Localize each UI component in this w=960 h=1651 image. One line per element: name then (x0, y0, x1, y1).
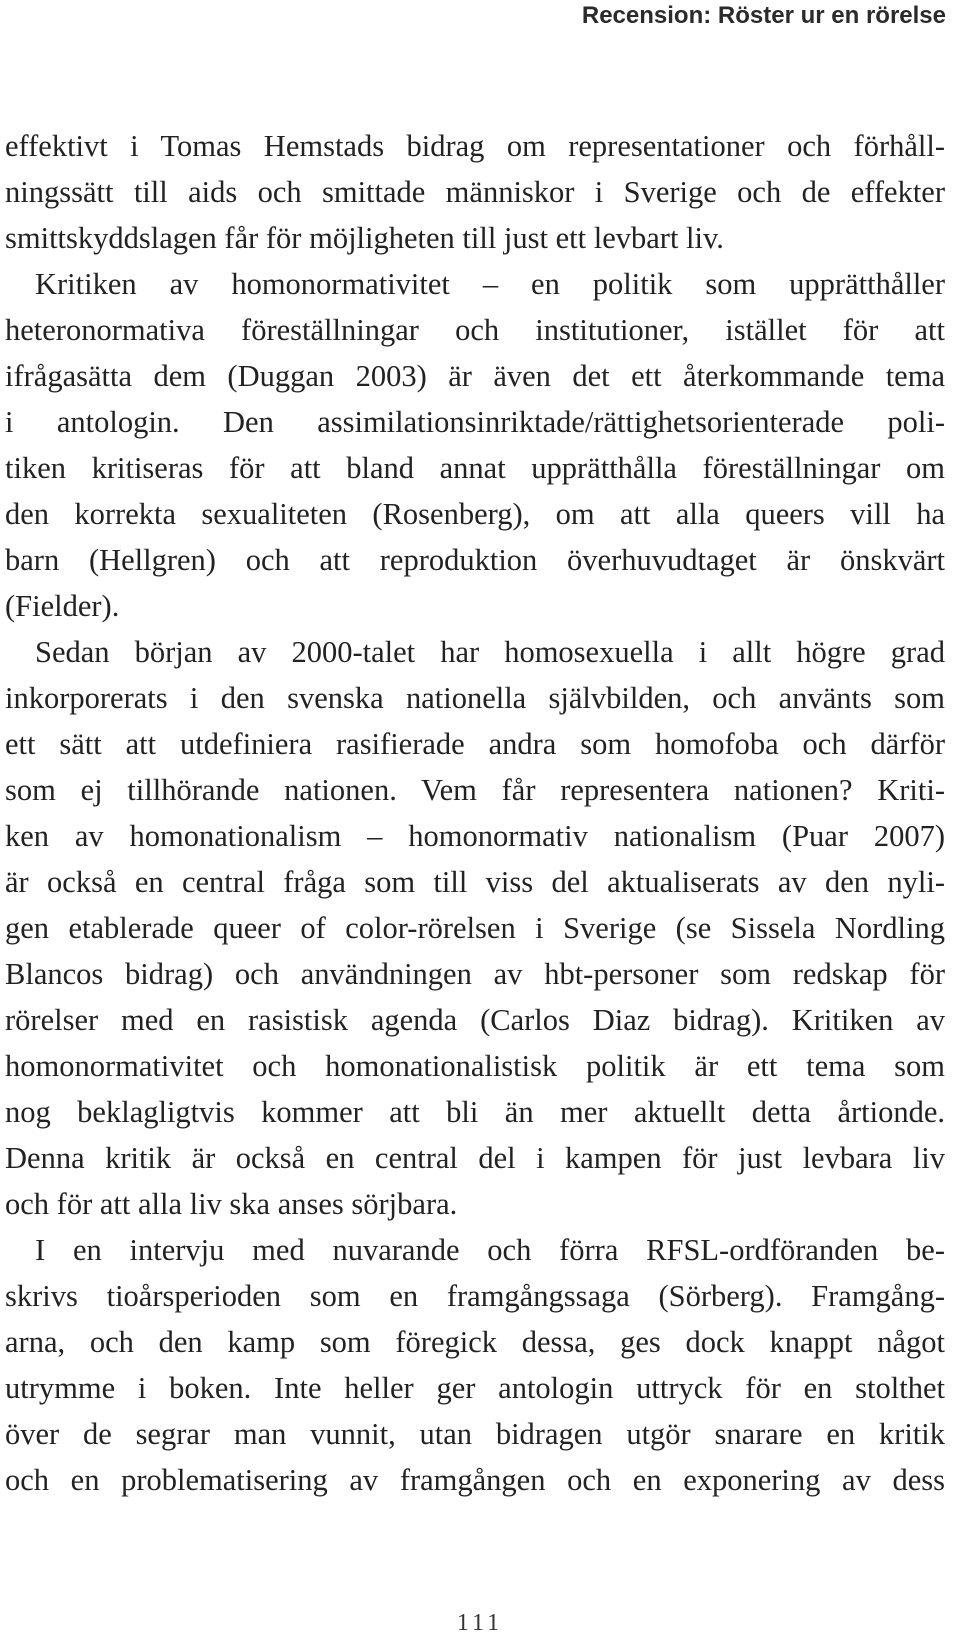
text-line: heteronormativa föreställningar och institutioner, istället för att (5, 313, 945, 347)
text-line: i antologin. Den assimilationsinriktade/rättighetsorienterade poli- (5, 405, 945, 439)
text-line: och för att alla liv ska anses sörjbara. (5, 1187, 458, 1221)
text-line: ett sätt att utdefiniera rasifierade andra som homofoba och därför (5, 727, 945, 761)
text-line: (Fielder). (5, 589, 120, 623)
text-line: gen etablerade queer of color-rörelsen i Sverige (se Sissela Nordling (5, 911, 945, 945)
text-line: och en problematisering av framgången och en exponering av dess (5, 1463, 945, 1497)
text-line: ken av homonationalism – homonormativ nationalism (Puar 2007) (5, 819, 945, 853)
text-line: som ej tillhörande nationen. Vem får representera nationen? Kriti- (5, 773, 945, 807)
text-line: tiken kritiseras för att bland annat upprätthålla föreställningar om (5, 451, 945, 485)
text-line: Sedan början av 2000-talet har homosexuella i allt högre grad (35, 635, 945, 669)
text-line: barn (Hellgren) och att reproduktion överhuvudtaget är önskvärt (5, 543, 945, 577)
text-line: utrymme i boken. Inte heller ger antologin uttryck för en stolthet (5, 1371, 945, 1405)
text-line: är också en central fråga som till viss del aktualiserats av den nyli- (5, 865, 945, 899)
text-line: rörelser med en rasistisk agenda (Carlos Diaz bidrag). Kritiken av (5, 1003, 945, 1037)
text-line: inkorporerats i den svenska nationella självbilden, och använts som (5, 681, 945, 715)
text-line: Kritiken av homonormativitet – en politik som upprätthåller (35, 267, 945, 301)
paragraph (5, 629, 945, 1227)
text-line: effektivt i Tomas Hemstads bidrag om representationer och förhåll- (5, 129, 945, 163)
text-line: Blancos bidrag) och användningen av hbt-personer som redskap för (5, 957, 945, 991)
text-line: över de segrar man vunnit, utan bidragen utgör snarare en kritik (5, 1417, 945, 1451)
text-line: nog beklagligtvis kommer att bli än mer aktuellt detta årtionde. (5, 1095, 945, 1129)
body-text (5, 123, 945, 1503)
text-line: skrivs tioårsperioden som en framgångssaga (Sörberg). Framgång- (5, 1279, 945, 1313)
text-line: smittskyddslagen får för möjligheten till just ett levbart liv. (5, 221, 724, 255)
text-line: arna, och den kamp som föregick dessa, ges dock knappt något (5, 1325, 945, 1359)
text-line: I en intervju med nuvarande och förra RFSL-ordföranden be- (35, 1233, 945, 1267)
paragraph (5, 1227, 945, 1503)
paragraph (5, 123, 945, 261)
text-line: homonormativitet och homonationalistisk politik är ett tema som (5, 1049, 945, 1083)
paragraph (5, 261, 945, 629)
running-header: Recension: Röster ur en rörelse (581, 2, 946, 29)
text-line: Denna kritik är också en central del i kampen för just levbara liv (5, 1141, 945, 1175)
text-line: den korrekta sexualiteten (Rosenberg), om att alla queers vill ha (5, 497, 945, 531)
text-line: ningssätt till aids och smittade människor i Sverige och de effekter (5, 175, 945, 209)
text-line: ifrågasätta dem (Duggan 2003) är även det ett återkommande tema (5, 359, 945, 393)
page-number: 111 (456, 1610, 504, 1636)
